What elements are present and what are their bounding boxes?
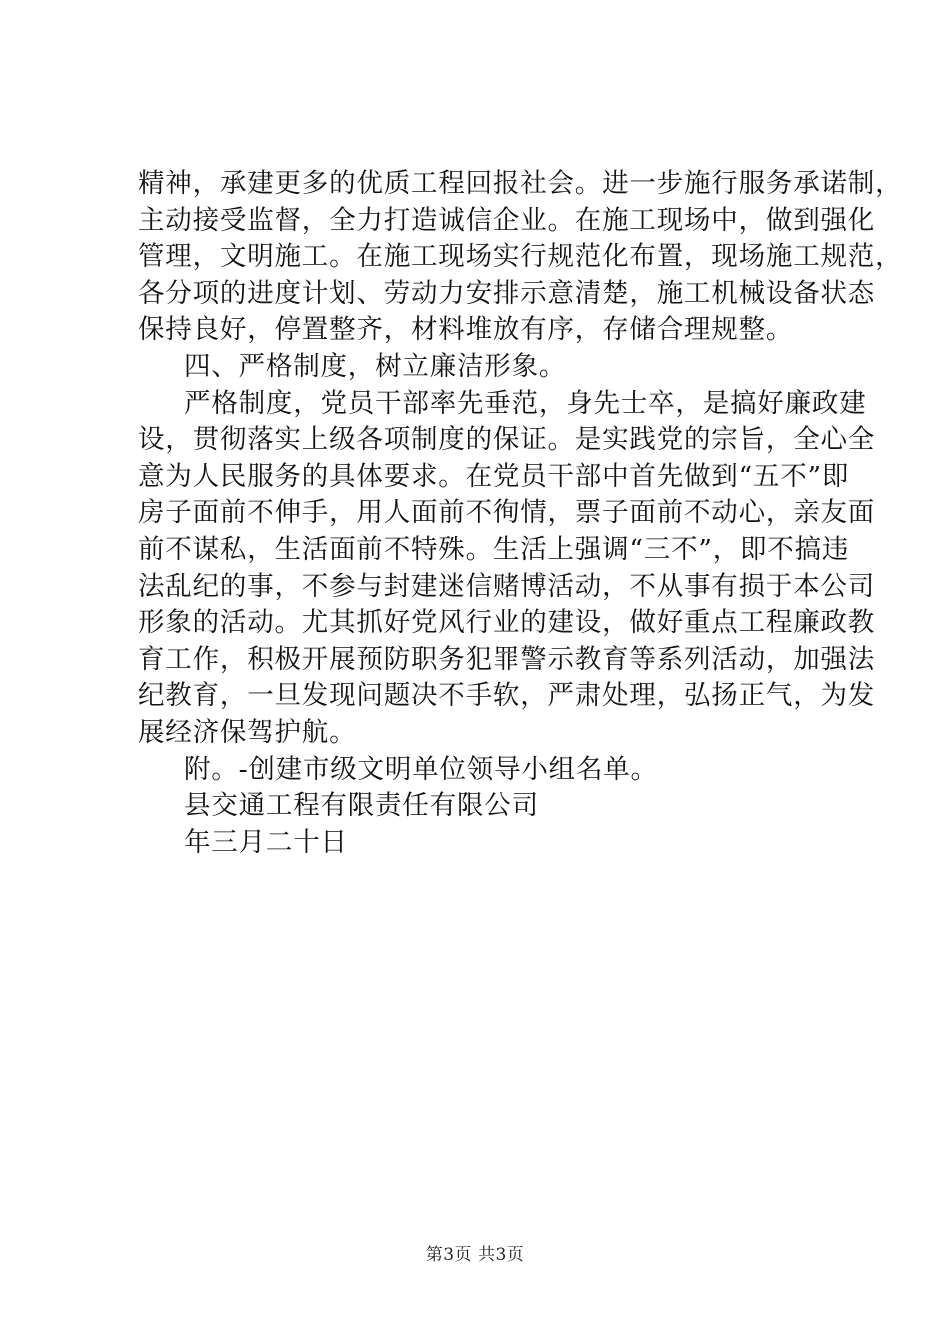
company-signature: 县交通工程有限责任有限公司	[184, 790, 539, 822]
document-date: 年三月二十日	[184, 826, 348, 858]
attachment-note: 附。-创建市级文明单位领导小组名单。	[184, 753, 658, 785]
paragraph-line: 法乱纪的事，不参与封建迷信赌博活动，不从事有损于本公司	[138, 570, 876, 602]
paragraph-line: 严格制度，党员干部率先垂范，身先士卒，是搞好廉政建	[184, 387, 867, 419]
paragraph-line: 各分项的进度计划、劳动力安排示意清楚，施工机械设备状态	[138, 277, 876, 309]
paragraph-line: 管理，文明施工。在施工现场实行规范化布置，现场施工规范，	[138, 241, 903, 273]
paragraph-line: 形象的活动。尤其抓好党风行业的建设，做好重点工程廉政教	[138, 607, 876, 639]
document-body	[138, 166, 903, 861]
paragraph-line: 纪教育，一旦发现问题决不手软，严肃处理，弘扬正气，为发	[138, 680, 876, 712]
section-heading: 四、严格制度，树立廉洁形象。	[184, 350, 567, 382]
paragraph-line: 精神，承建更多的优质工程回报社会。进一步施行服务承诺制，	[138, 168, 903, 199]
paragraph-line: 育工作，积极开展预防职务犯罪警示教育等系列活动，加强法	[138, 643, 876, 675]
paragraph-line: 意为人民服务的具体要求。在党员干部中首先做到“五不”即	[138, 460, 850, 492]
page-number-footer: 第3页 共3页	[425, 1245, 525, 1265]
paragraph-line: 设，贯彻落实上级各项制度的保证。是实践党的宗旨，全心全	[138, 424, 876, 456]
paragraph-line: 房子面前不伸手，用人面前不徇情，票子面前不动心，亲友面	[138, 497, 876, 529]
paragraph-line: 主动接受监督，全力打造诚信企业。在施工现场中，做到强化	[138, 204, 876, 236]
paragraph-line: 前不谋私，生活面前不特殊。生活上强调“三不”，即不搞违	[138, 533, 850, 565]
paragraph-line: 展经济保驾护航。	[138, 716, 357, 748]
paragraph-line: 保持良好，停置整齐，材料堆放有序，存储合理规整。	[138, 314, 794, 346]
